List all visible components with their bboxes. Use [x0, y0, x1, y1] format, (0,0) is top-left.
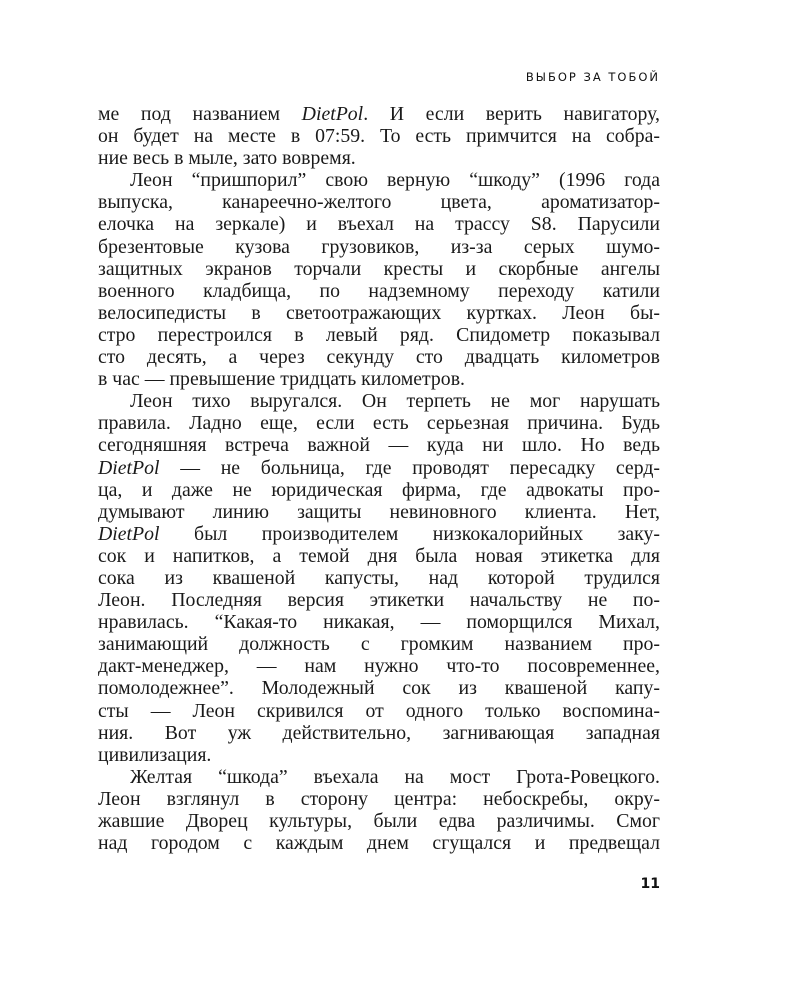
text-run: сока из квашеной капусты, над которой трудился: [98, 566, 660, 589]
italic-text: DietPol: [301, 103, 364, 125]
text-line: [98, 302, 660, 324]
text-run: ца, и даже не юридическая фирма, где адвокаты про-: [98, 478, 660, 501]
text-line: [98, 832, 660, 854]
text-line: [98, 324, 660, 346]
text-run: он будет на месте в 07:59. То есть примчится на собра-: [98, 125, 660, 148]
text-line: [98, 147, 660, 169]
text-run: сты — Леон скривился от одного только воспомина-: [98, 699, 660, 722]
text-line: [98, 589, 660, 611]
text-run: нравилась. “Какая-то никакая, — поморщился Михал,: [98, 611, 660, 634]
text-line: [98, 103, 660, 125]
text-run: Леон “пришпорил” свою верную “шкоду” (1996 года: [130, 169, 660, 192]
text-line: [98, 479, 660, 501]
text-line: [98, 213, 660, 235]
text-line: [98, 766, 660, 788]
text-line: [98, 655, 660, 677]
text-run: правила. Ладно еще, если есть серьезная причина. Будь: [98, 412, 660, 435]
text-run: Леон тихо выругался. Он терпеть не мог нарушать: [130, 390, 660, 413]
text-line: [98, 258, 660, 280]
text-run: Желтая “шкода” въехала на мост Грота-Ровецкого.: [130, 765, 660, 788]
text-line: [98, 169, 660, 191]
text-line: [98, 346, 660, 368]
text-run: цивилизация.: [98, 743, 212, 766]
text-line: [98, 368, 660, 390]
text-line: [98, 125, 660, 147]
text-run: — не больница, где проводят пересадку серд-: [159, 456, 660, 479]
text-run: ние весь в мыле, зато вовремя.: [98, 147, 356, 170]
text-run: ния. Вот уж действительно, загнивающая западная: [98, 721, 660, 744]
text-line: [98, 390, 660, 412]
text-run: над городом с каждым днем сгущался и предвещал: [98, 832, 660, 855]
text-run: ме под названием: [98, 103, 302, 125]
text-run: жавшие Дворец культуры, были едва различимы. Смог: [98, 810, 660, 832]
text-line: [98, 280, 660, 302]
text-line: [98, 567, 660, 589]
text-run: Леон взглянул в сторону центра: небоскребы, окру-: [98, 787, 660, 810]
text-line: [98, 611, 660, 633]
text-line: [98, 501, 660, 523]
text-line: [98, 412, 660, 434]
text-run: елочка на зеркале) и въехал на трассу S8. Парусили: [98, 213, 660, 236]
page-number: 11: [640, 876, 660, 892]
text-line: [98, 788, 660, 810]
body-text: [98, 103, 660, 854]
text-line: [98, 700, 660, 722]
text-run: военного кладбища, по надземному переходу катили: [98, 279, 660, 302]
text-run: в час — превышение тридцать километров.: [98, 368, 465, 391]
text-line: [98, 236, 660, 258]
text-line: [98, 810, 660, 832]
running-head: ВЫБОР ЗА ТОБОЙ: [525, 70, 660, 84]
text-run: думывают линию защиты невиновного клиента. Нет,: [98, 500, 660, 523]
text-line: [98, 722, 660, 744]
text-run: стро перестроился в левый ряд. Спидометр показывал: [98, 323, 660, 346]
text-line: [98, 191, 660, 213]
text-line: [98, 523, 660, 545]
text-run: сегодняшняя встреча важной — куда ни шло. Но ведь: [98, 434, 660, 457]
text-line: [98, 677, 660, 699]
text-line: [98, 744, 660, 766]
text-run: защитных экранов торчали кресты и скорбные ангелы: [98, 257, 660, 280]
text-run: помолодежнее”. Молодежный сок из квашеной капу-: [98, 677, 660, 700]
text-line: [98, 457, 660, 479]
text-run: был производителем низкокалорийных заку-: [159, 522, 660, 545]
text-run: Леон. Последняя версия этикетки начальству не по-: [98, 589, 660, 612]
text-line: [98, 545, 660, 567]
text-run: . И если верить навигатору,: [363, 103, 660, 125]
text-run: дакт-менеджер, — нам нужно что-то посовременнее,: [98, 655, 660, 678]
text-line: [98, 434, 660, 456]
text-run: брезентовые кузова грузовиков, из-за серых шумо-: [98, 235, 660, 258]
text-run: велосипедисты в светоотражающих куртках. Леон бы-: [98, 301, 660, 324]
text-run: сто десять, а через секунду сто двадцать километров: [98, 346, 660, 369]
text-run: выпуска, канареечно-желтого цвета, ароматизатор-: [98, 191, 660, 214]
text-run: сок и напитков, а темой дня была новая этикетка для: [98, 544, 660, 567]
italic-text: DietPol: [98, 522, 160, 545]
italic-text: DietPol: [98, 456, 160, 479]
text-run: занимающий должность с громким названием про-: [98, 633, 660, 656]
text-line: [98, 633, 660, 655]
